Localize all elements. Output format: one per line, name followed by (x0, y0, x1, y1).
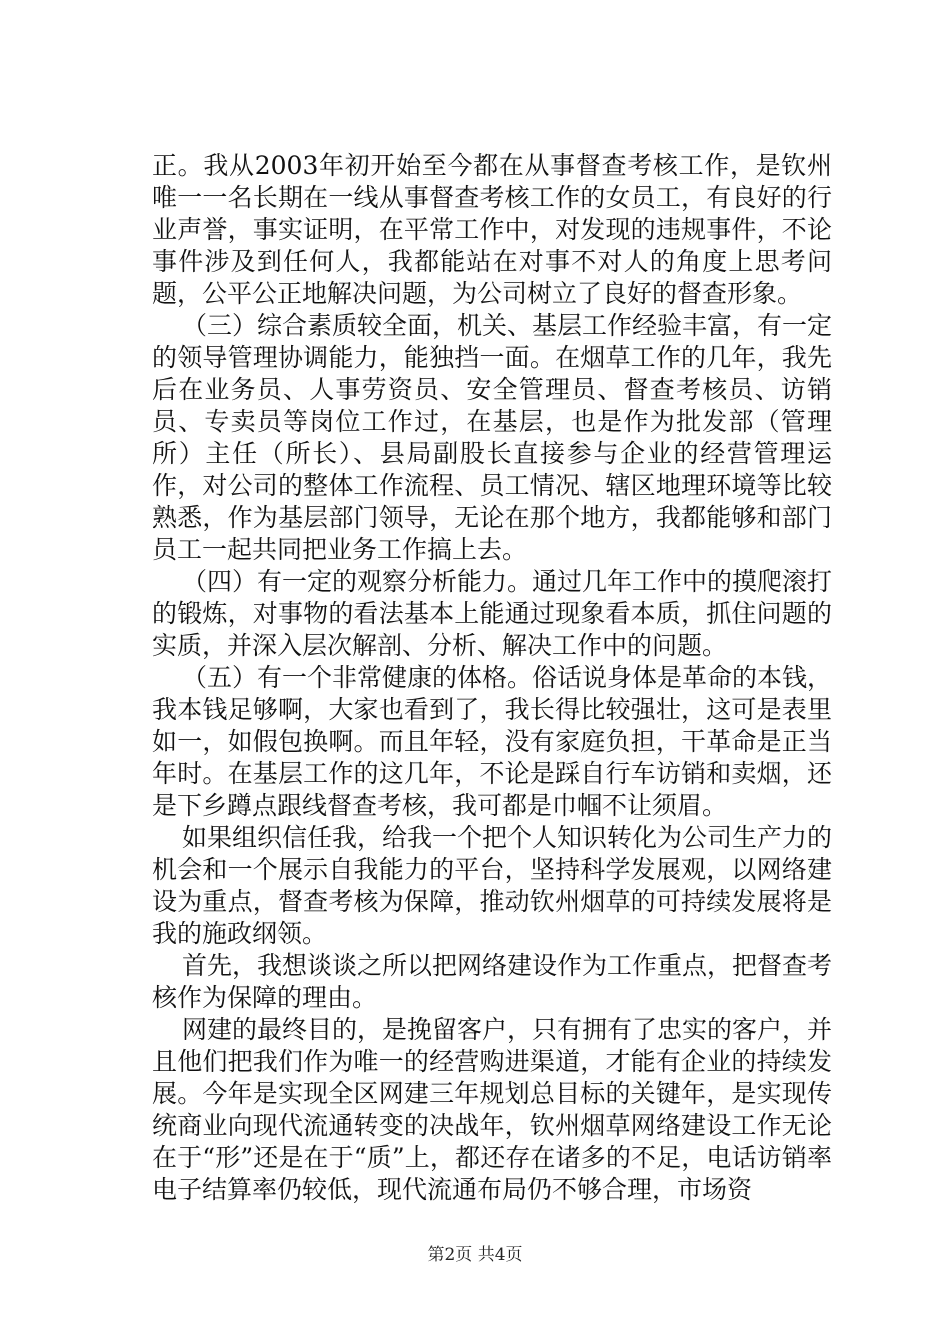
paragraph-first-reason: 首先，我想谈谈之所以把网络建设作为工作重点，把督查考核作为保障的理由。 (152, 951, 833, 1012)
document-body (152, 150, 832, 1206)
paragraph-network-building: 网建的最终目的，是挽留客户，只有拥有了忠实的客户，并且他们把我们作为唯一的经营购进渠道，才能有企业的持续发展。今年是实现全区网建三年规划总目标的关键年，是实现传统商业向现代流通转变的决战年，钦州烟草网络建设工作无论在于“形”还是在于“质”上，都还存在诸多的不足，电话访销率电子结算率仍较低，现代流通布局仍不够合理，市场资 (152, 1015, 833, 1204)
paragraph-point-five: （五）有一个非常健康的体格。俗话说身体是革命的本钱，我本钱足够啊，大家也看到了，我长得比较强壮，这可是表里如一，如假包换啊。而且年轻，没有家庭负担，干革命是正当年时。在基层工作的这几年，不论是踩自行车访销和卖烟，还是下乡蹲点跟线督查考核，我可都是巾帼不让须眉。 (152, 663, 833, 820)
paragraph-point-three: （三）综合素质较全面，机关、基层工作经验丰富，有一定的领导管理协调能力，能独挡一面。在烟草工作的几年，我先后在业务员、人事劳资员、安全管理员、督查考核员、访销员、专卖员等岗位工作过，在基层，也是作为批发部（管理所）主任（所长）、县局副股长直接参与企业的经营管理运作，对公司的整体工作流程、员工情况、辖区地理环境等比较熟悉，作为基层部门领导，无论在那个地方，我都能够和部门员工一起共同把业务工作搞上去。 (152, 311, 833, 564)
paragraph-continuation: 正。我从2003年初开始至今都在从事督查考核工作，是钦州唯一一名长期在一线从事督查考核工作的女员工，有良好的行业声誉，事实证明，在平常工作中，对发现的违规事件，不论事件涉及到任何人，我都能站在对事不对人的角度上思考问题，公平公正地解决问题，为公司树立了良好的督查形象。 (152, 151, 832, 308)
paragraph-program: 如果组织信任我，给我一个把个人知识转化为公司生产力的机会和一个展示自我能力的平台，坚持科学发展观，以网络建设为重点，督查考核为保障，推动钦州烟草的可持续发展将是我的施政纲领。 (152, 823, 833, 948)
page-footer: 第2页 共4页 (427, 1245, 523, 1265)
paragraph-point-four: （四）有一定的观察分析能力。通过几年工作中的摸爬滚打的锻炼，对事物的看法基本上能通过现象看本质，抓住问题的实质，并深入层次解剖、分析、解决工作中的问题。 (152, 567, 833, 660)
